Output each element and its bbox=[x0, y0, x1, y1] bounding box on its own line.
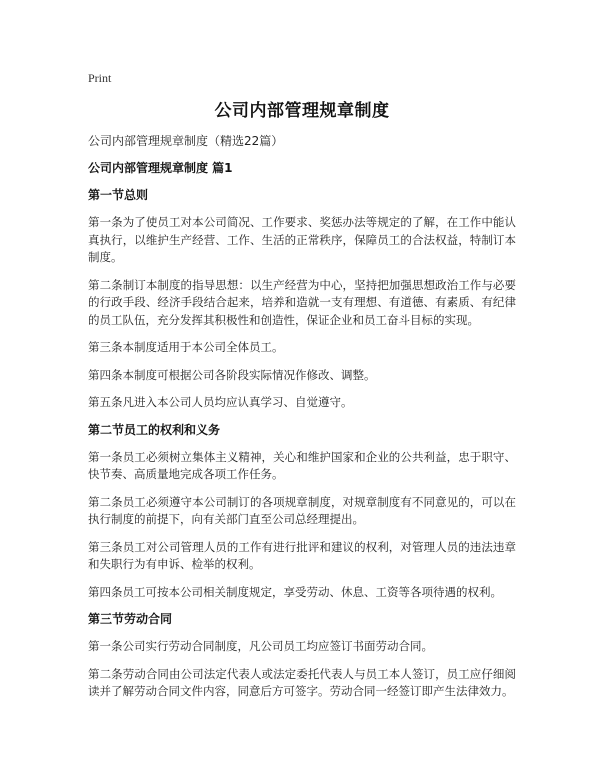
paragraph: 第三条本制度适用于本公司全体员工。 bbox=[88, 340, 284, 354]
paragraph: 第二条劳动合同由公司法定代表人或法定委托代表人与员工本人签订，员工应仔细阅读并了解劳动合同文件内容，同意后方可签字。劳动合同一经签订即产生法律效力。 bbox=[88, 666, 516, 698]
paragraph: 第一条公司实行劳动合同制度，凡公司员工均应签订书面劳动合同。 bbox=[88, 639, 433, 653]
paragraph: 第四条本制度可根据公司各阶段实际情况作修改、调整。 bbox=[88, 367, 376, 382]
chapter-heading: 公司内部管理规章制度 篇1 bbox=[88, 161, 233, 175]
paragraph: 第四条员工可按本公司相关制度规定，享受劳动、休息、工资等各项待遇的权利。 bbox=[88, 584, 502, 599]
print-label: Print bbox=[88, 71, 112, 85]
section-labor-contract bbox=[88, 611, 516, 701]
section-general bbox=[88, 187, 516, 412]
paragraph: 第一条员工必须树立集体主义精神，关心和维护国家和企业的公共利益，忠于职守、快节奏、高质量地完成各项工作任务。 bbox=[88, 449, 516, 481]
paragraph: 第二条员工必须遵守本公司制订的各项规章制度，对规章制度有不同意见的，可以在执行制度的前提下，向有关部门直至公司总经理提出。 bbox=[88, 494, 516, 526]
document-body bbox=[88, 133, 516, 711]
document-subtitle: 公司内部管理规章制度（精选22篇） bbox=[88, 134, 284, 148]
paragraph: 第一条为了使员工对本公司简况、工作要求、奖惩办法等规定的了解，在工作中能认真执行，以维护生产经营、工作、生活的正常秩序，保障员工的合法权益，特制订本制度。 bbox=[88, 215, 516, 264]
section-heading: 第二节员工的权利和义务 bbox=[88, 422, 221, 437]
section-heading: 第一节总则 bbox=[88, 188, 149, 202]
page-title: 公司内部管理规章制度 bbox=[214, 101, 390, 121]
paragraph: 第二条制订本制度的指导思想：以生产经营为中心，坚持把加强思想政治工作与必要的行政手段、经济手段结合起来，培养和造就一支有理想、有道德、有素质、有纪律的员工队伍，充分发挥其积极性和创造性，保证企业和员工奋斗目标的实现。 bbox=[88, 277, 516, 327]
section-rights-duties bbox=[88, 422, 516, 602]
paragraph: 第三条员工对公司管理人员的工作有进行批评和建议的权利，对管理人员的违法违章和失职行为有申诉、检举的权利。 bbox=[88, 539, 516, 571]
paragraph: 第五条凡进入本公司人员均应认真学习、自觉遵守。 bbox=[88, 395, 353, 409]
section-heading: 第三节劳动合同 bbox=[88, 612, 173, 626]
